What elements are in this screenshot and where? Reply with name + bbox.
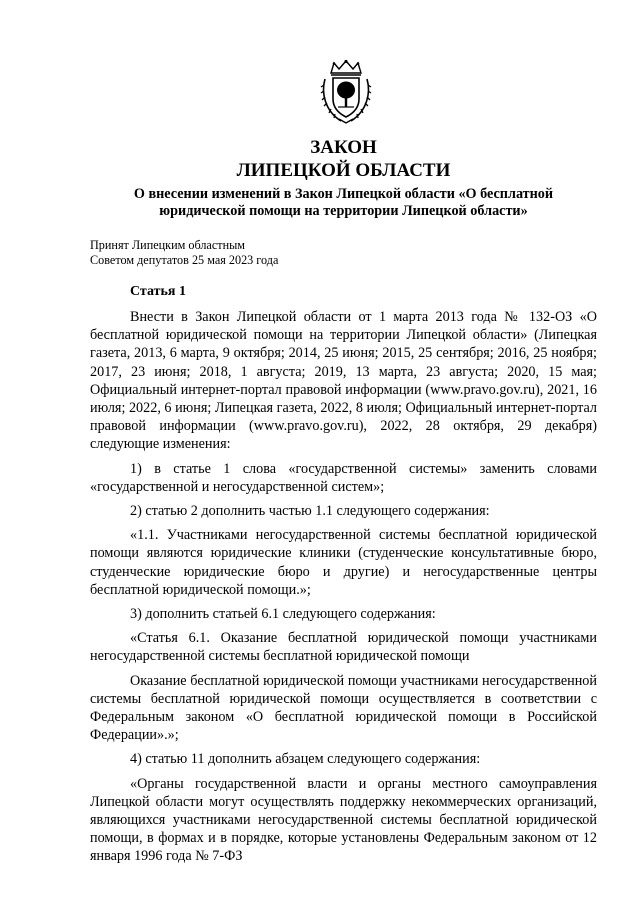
article-paragraph: Оказание бесплатной юридической помощи участниками негосударственной системы бесплатной юридической помощи осуществляется в соответствии с Федеральным законом «О бесплатной юридической помощи в Российской Федерации».»; bbox=[90, 672, 597, 744]
article-paragraph: 3) дополнить статьей 6.1 следующего содержания: bbox=[130, 606, 436, 623]
article-paragraph: 4) статью 11 дополнить абзацем следующего содержания: bbox=[130, 751, 481, 768]
adoption-line-2: Советом депутатов 25 мая 2023 года bbox=[90, 253, 279, 267]
article-paragraph: «Органы государственной власти и органы местного самоуправления Липецкой области могут осуществлять поддержку некоммерческих организаций, являющихся участниками негосударственной системы бесплатной юридической помощи, в формах и в порядке, которые установлены Федеральным законом от 12 января 1996 года № 7-ФЗ bbox=[90, 775, 597, 865]
article-body bbox=[90, 308, 597, 872]
adoption-line-1: Принят Липецким областным bbox=[90, 238, 246, 252]
coat-of-arms-emblem bbox=[319, 59, 373, 125]
law-title: ЗАКОН bbox=[310, 137, 377, 158]
region-title: ЛИПЕЦКОЙ ОБЛАСТИ bbox=[236, 160, 451, 181]
article-paragraph: «Статья 6.1. Оказание бесплатной юридической помощи участниками негосударственной системы бесплатной юридической помощи bbox=[90, 630, 597, 665]
article-paragraph: 2) статью 2 дополнить частью 1.1 следующего содержания: bbox=[130, 503, 490, 520]
article-paragraph: 1) в статье 1 слова «государственной системы» заменить словами «государственной и негосударственной систем»; bbox=[90, 460, 597, 495]
adoption-note bbox=[90, 238, 278, 268]
law-subtitle: О внесении изменений в Закон Липецкой области «О бесплатной юридической помощи на территории Липецкой области» bbox=[133, 186, 554, 219]
article-paragraph: «1.1. Участниками негосударственной системы бесплатной юридической помощи являются юридические клиники (студенческие консультативные бюро, студенческие юридические бюро и другие) и негосударственные центры бесплатной юридической помощи.»; bbox=[90, 527, 597, 598]
article-paragraph: Внести в Закон Липецкой области от 1 марта 2013 года № 132-ОЗ «О бесплатной юридической помощи на территории Липецкой области» (Липецкая газета, 2013, 6 марта, 9 октября; 2014, 25 июня; 2015, 25 сентября; 2016, 25 ноября; 2017, 23 июня; 2018, 1 августа; 2019, 13 марта, 23 августа; 2020, 15 мая; Официальный интернет-портал правовой информации (www.pravo.gov.ru), 2021, 16 июля; 2022, 6 июня; Липецкая газета, 2022, 8 июля; Официальный интернет-портал правовой информации (www.pravo.gov.ru), 2022, 28 октября, 29 декабря) следующие изменения: bbox=[90, 309, 597, 453]
article-heading: Статья 1 bbox=[130, 284, 186, 299]
